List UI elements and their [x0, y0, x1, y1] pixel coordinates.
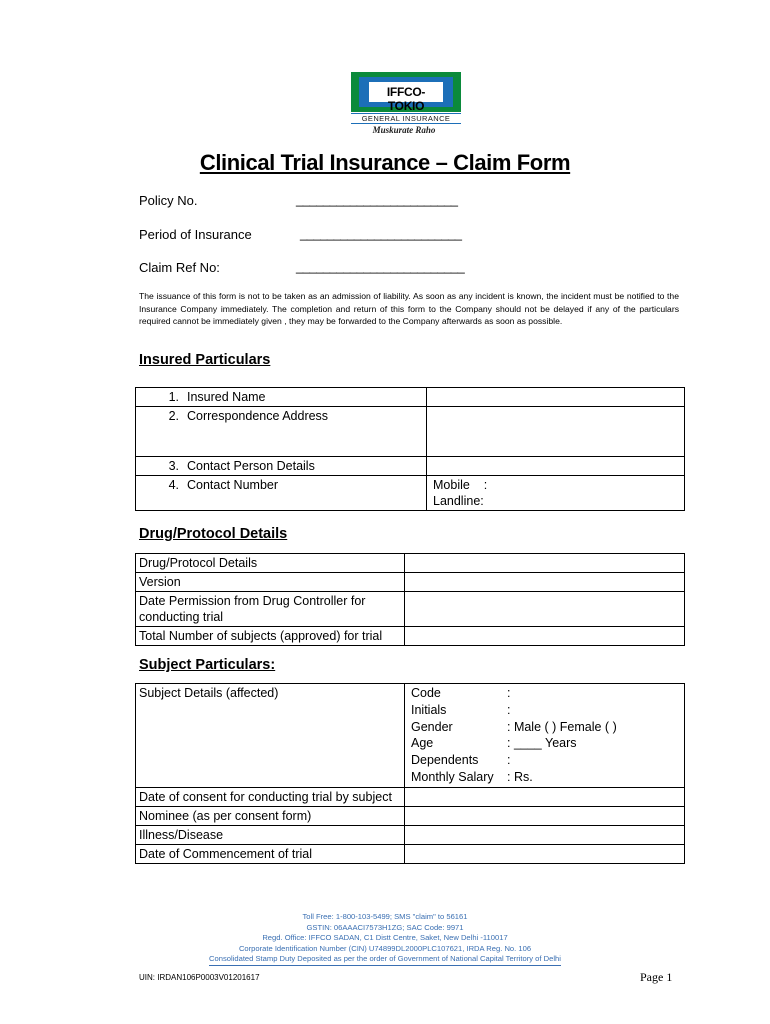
page-number: Page 1: [640, 970, 673, 984]
drug-details-label: Drug/Protocol Details: [136, 554, 405, 573]
salary-value: : Rs.: [507, 769, 533, 784]
gender-value: : Male ( ) Female ( ): [507, 719, 617, 734]
row-number: 3.: [168, 459, 179, 473]
insured-table: [135, 387, 685, 511]
logo-blue-panel: [359, 77, 453, 113]
footer-cin: Corporate Identification Number (CIN) U74899DL2000PLC107621, IRDA Reg. No. 106: [238, 943, 532, 953]
footer-office: Regd. Office: IFFCO SADAN, C1 Distt Centre, Saket, New Delhi -110017: [262, 933, 508, 942]
commencement-date-label: Date of Commencement of trial: [136, 844, 405, 863]
insured-heading: Insured Particulars: [139, 352, 271, 368]
contact-number-label: Contact Number: [187, 478, 279, 492]
code-value: :: [507, 686, 511, 700]
dependents-row: [411, 752, 681, 769]
logo-brand-text: IFFCO-TOKIO: [386, 85, 426, 113]
nominee-label: Nominee (as per consent form): [136, 806, 405, 825]
age-value: : ____ Years: [507, 736, 577, 751]
initials-row: [411, 702, 681, 719]
logo-white-badge: [369, 82, 443, 113]
initials-value: :: [507, 702, 511, 717]
logo-subtitle: GENERAL INSURANCE: [351, 113, 461, 124]
table-row: [136, 407, 427, 457]
contact-number-value[interactable]: [427, 476, 685, 511]
code-row: [411, 685, 681, 702]
permission-date-value[interactable]: [405, 592, 685, 627]
subject-details-label: Subject Details (affected): [136, 684, 405, 788]
claim-ref-label: Claim Ref No:: [139, 260, 220, 275]
policy-no-line[interactable]: ________________________: [296, 192, 458, 207]
row-number: 4.: [168, 478, 179, 492]
contact-person-label: Contact Person Details: [187, 459, 315, 473]
contact-person-value[interactable]: [427, 457, 685, 476]
claim-ref-line[interactable]: _________________________: [296, 259, 465, 274]
address-value[interactable]: [427, 407, 685, 457]
subject-table: [135, 683, 685, 864]
period-label: Period of Insurance: [139, 227, 252, 242]
footer-gstin: GSTIN: 06AAACI7573H1ZG; SAC Code: 9971: [306, 922, 464, 932]
mobile-label: Mobile :: [433, 478, 488, 492]
age-label: Age: [411, 736, 434, 751]
uin-number: UIN: IRDAN106P0003V01201617: [139, 973, 260, 982]
version-label: Version: [136, 573, 405, 592]
permission-date-label: Date Permission from Drug Controller for conducting trial: [136, 592, 405, 627]
insured-name-label: Insured Name: [187, 390, 266, 404]
drug-details-value[interactable]: [405, 554, 685, 573]
company-logo: [346, 68, 462, 140]
total-subjects-label: Total Number of subjects (approved) for trial: [136, 627, 405, 646]
landline-label: Landline:: [433, 494, 484, 508]
form-title: Clinical Trial Insurance – Claim Form: [199, 150, 571, 175]
table-row: [136, 388, 427, 407]
drug-heading: Drug/Protocol Details: [139, 526, 288, 542]
code-label: Code: [411, 686, 441, 700]
subject-details-value[interactable]: [405, 684, 685, 788]
nominee-value[interactable]: [405, 806, 685, 825]
consent-date-label: Date of consent for conducting trial by subject: [136, 787, 405, 806]
gender-row: [411, 719, 681, 736]
salary-label: Monthly Salary: [411, 769, 494, 784]
notice-paragraph: The issuance of this form is not to be taken as an admission of liability. As soon as any incident is known, the incident must be notified to the Insurance Company immediately. The completion and return of this form to the Company should not be delayed if any of the particulars required cannot be immediately given , they may be forwarded to the Company afterwards as soon as possible.: [139, 291, 679, 326]
footer-contact: [0, 912, 770, 966]
drug-table: [135, 553, 685, 646]
row-number: 1.: [168, 390, 179, 404]
illness-value[interactable]: [405, 825, 685, 844]
age-row: [411, 735, 681, 752]
salary-row: [411, 769, 681, 786]
footer-tollfree: Toll Free: 1-800-103-5499; SMS "claim" to 56161: [302, 912, 468, 921]
initials-label: Initials: [411, 702, 447, 717]
dependents-value: :: [507, 753, 511, 768]
gender-label: Gender: [411, 719, 453, 734]
logo-tagline: Muskurate Raho: [372, 125, 436, 135]
version-value[interactable]: [405, 573, 685, 592]
address-label: Correspondence Address: [187, 409, 329, 423]
subject-heading: Subject Particulars:: [139, 657, 276, 673]
logo-green-frame: [351, 72, 461, 112]
policy-no-label: Policy No.: [139, 193, 198, 208]
row-number: 2.: [168, 409, 179, 423]
commencement-date-value[interactable]: [405, 844, 685, 863]
illness-label: Illness/Disease: [136, 825, 405, 844]
footer-stamp-duty: Consolidated Stamp Duty Deposited as per the order of Government of National Capital Territory of Delhi: [209, 954, 561, 966]
insured-name-value[interactable]: [427, 388, 685, 407]
table-row: [136, 457, 427, 476]
dependents-label: Dependents: [411, 753, 479, 768]
total-subjects-value[interactable]: [405, 627, 685, 646]
table-row: [136, 476, 427, 511]
period-line[interactable]: ________________________: [300, 226, 462, 241]
consent-date-value[interactable]: [405, 787, 685, 806]
